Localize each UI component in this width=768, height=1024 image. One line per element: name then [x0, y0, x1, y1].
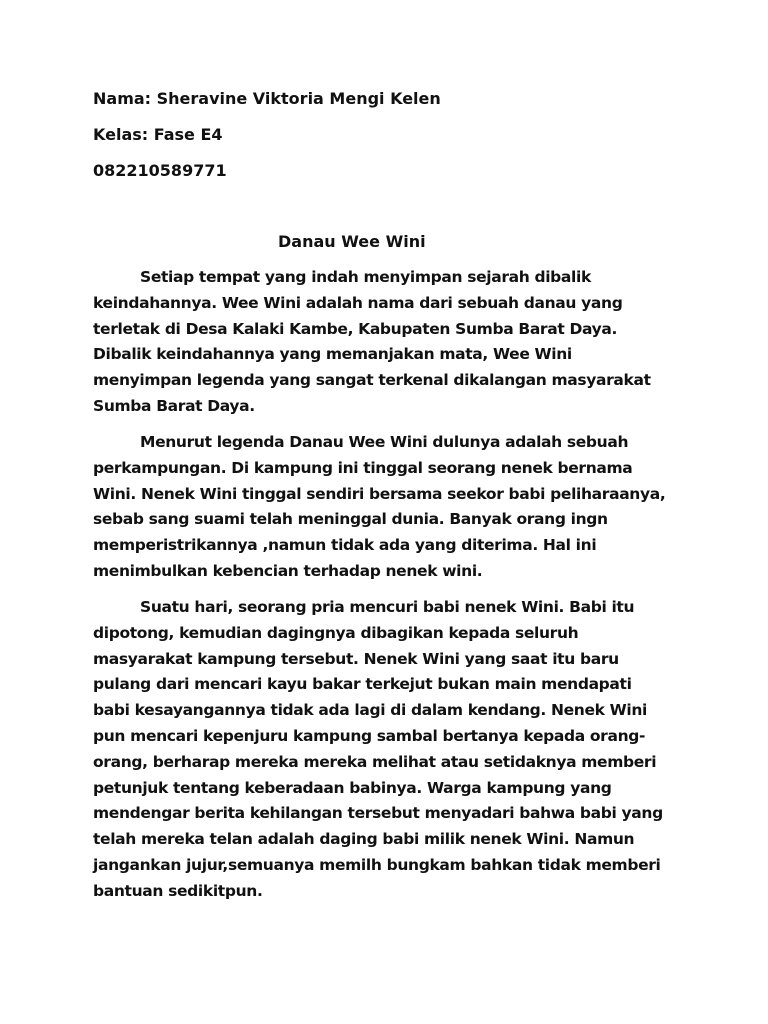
paragraph-line: dipotong, kemudian dagingnya dibagikan kepada seluruh — [93, 623, 579, 642]
paragraph-line: keindahannya. Wee Wini adalah nama dari sebuah danau yang — [93, 293, 623, 312]
paragraph-line: mendengar berita kehilangan tersebut menyadari bahwa babi yang — [93, 804, 663, 823]
paragraph-line: Sumba Barat Daya. — [93, 396, 255, 415]
student-name: Nama: Sheravine Viktoria Mengi Kelen — [93, 89, 441, 108]
paragraph-3 — [93, 595, 693, 905]
paragraph-line: memperistrikannya ,namun tidak ada yang diterima. Hal ini — [93, 536, 597, 555]
paragraph-line: terletak di Desa Kalaki Kambe, Kabupaten Sumba Barat Daya. — [93, 319, 617, 338]
paragraph-line: sebab sang suami telah meninggal dunia. Banyak orang ingn — [93, 510, 608, 529]
paragraph-line: menimbulkan kebencian terhadap nenek wini. — [93, 561, 483, 580]
paragraph-1 — [93, 265, 693, 420]
paragraph-line: Dibalik keindahannya yang memanjakan mata, Wee Wini — [93, 345, 572, 364]
paragraph-line: Suatu hari, seorang pria mencuri babi nenek Wini. Babi itu — [140, 598, 635, 616]
paragraph-line: bantuan sedikitpun. — [93, 881, 263, 900]
paragraph-line: jangankan jujur,semuanya memilh bungkam bahkan tidak memberi — [93, 855, 661, 874]
document-title: Danau Wee Wini — [278, 232, 426, 251]
paragraph-line: petunjuk tentang keberadaan babinya. Warga kampung yang — [93, 778, 612, 797]
paragraph-line: orang, berharap mereka mereka melihat atau setidaknya memberi — [93, 752, 657, 771]
paragraph-line: menyimpan legenda yang sangat terkenal dikalangan masyarakat — [93, 371, 651, 390]
paragraph-line: telah mereka telan adalah daging babi milik nenek Wini. Namun — [93, 830, 635, 849]
paragraph-line: Setiap tempat yang indah menyimpan sejarah dibalik — [140, 268, 591, 286]
paragraph-line: pulang dari mencari kayu bakar terkejut bukan main mendapati — [93, 675, 632, 694]
paragraph-line: Menurut legenda Danau Wee Wini dulunya adalah sebuah — [140, 433, 629, 451]
student-class: Kelas: Fase E4 — [93, 125, 223, 144]
paragraph-line: pun mencari kepenjuru kampung sambal bertanya kepada orang- — [93, 726, 646, 745]
paragraph-2 — [93, 430, 693, 585]
paragraph-line: perkampungan. Di kampung ini tinggal seorang nenek bernama — [93, 458, 633, 477]
phone-number: 082210589771 — [93, 161, 227, 180]
paragraph-line: Wini. Nenek Wini tinggal sendiri bersama seekor babi peliharaanya, — [93, 484, 666, 503]
paragraph-line: masyarakat kampung tersebut. Nenek Wini yang saat itu baru — [93, 649, 619, 668]
paragraph-line: babi kesayangannya tidak ada lagi di dalam kendang. Nenek Wini — [93, 701, 648, 720]
